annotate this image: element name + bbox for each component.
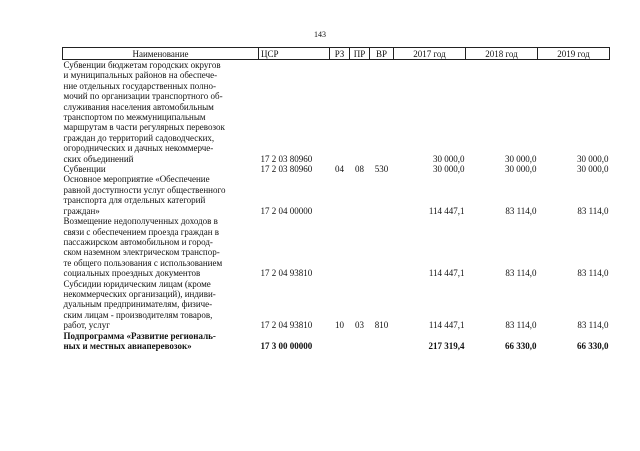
row-rz [330, 331, 350, 352]
table-header-row [63, 48, 610, 60]
row-name-line: служивания населения автомобильным [63, 101, 214, 112]
row-csr: 17 2 04 93810 [260, 268, 313, 279]
row-2017: 114 447,1 [428, 205, 465, 216]
row-rz: 10 [335, 320, 344, 331]
row-name-line: транспорта для отдельных категорий [63, 195, 206, 206]
row-vr: 530 [374, 164, 389, 175]
header-2018: 2018 год [466, 48, 538, 60]
table-body [63, 60, 610, 352]
row-name-line: ние отдельных государственных полно- [63, 80, 216, 91]
row-name-line: ных и местных авиаперевозок» [63, 340, 192, 351]
row-csr: 17 2 04 93810 [260, 320, 313, 331]
row-name [63, 279, 259, 331]
row-pr [350, 174, 370, 216]
row-name-line: маршрутам в части регулярных перевозок [63, 122, 225, 133]
row-name-line: граждан» [63, 205, 100, 216]
budget-table [62, 47, 610, 351]
row-2018: 83 114,0 [505, 205, 537, 216]
row-2017: 217 319,4 [428, 340, 465, 351]
row-name-line: и муниципальных районов на обеспече- [63, 70, 218, 81]
row-name-line: Субсидии юридическим лицам (кроме [63, 278, 211, 289]
row-pr [350, 60, 370, 165]
row-2018: 66 330,0 [505, 340, 537, 351]
table-row [63, 331, 610, 352]
row-name [63, 174, 259, 216]
header-rz: РЗ [330, 48, 350, 60]
table-row [63, 164, 610, 174]
row-name-line: ских объединений [63, 153, 134, 164]
row-vr [370, 216, 394, 278]
row-name-line: те общего пользования с использованием [63, 257, 223, 268]
row-name-line: пассажирском автомобильном и город- [63, 236, 213, 247]
row-pr: 08 [355, 164, 364, 175]
row-2019: 30 000,0 [577, 153, 609, 164]
table-row [63, 174, 610, 216]
row-vr [370, 60, 394, 165]
row-name-line: дуальным предпринимателям, физиче- [63, 299, 213, 310]
row-rz: 04 [335, 164, 344, 175]
row-rz [330, 216, 350, 278]
row-2019: 83 114,0 [577, 268, 609, 279]
row-name-line: связи с обеспечением проезда граждан в [63, 226, 220, 237]
table-row [63, 60, 610, 165]
row-name-line: ским лицам - производителям товаров, [63, 309, 213, 320]
row-2017: 30 000,0 [433, 153, 465, 164]
row-name [63, 216, 259, 278]
row-2018: 83 114,0 [505, 320, 537, 331]
row-name-line: работ, услуг [63, 320, 110, 331]
row-name [63, 60, 259, 165]
row-2018: 30 000,0 [505, 153, 537, 164]
row-csr: 17 2 04 00000 [260, 205, 313, 216]
row-rz [330, 174, 350, 216]
row-rz [330, 60, 350, 165]
row-2019: 83 114,0 [577, 205, 609, 216]
row-2018: 30 000,0 [505, 164, 537, 175]
row-name-line: равной доступности услуг общественного [63, 184, 226, 195]
header-vr: ВР [370, 48, 394, 60]
row-pr: 03 [355, 320, 364, 331]
table-row [63, 279, 610, 331]
row-2019: 30 000,0 [577, 164, 609, 175]
row-csr: 17 2 03 80960 [260, 164, 313, 175]
row-vr [370, 174, 394, 216]
row-name-line: Субвенции [63, 164, 106, 175]
row-name-line: мочий по организации транспортного об- [63, 91, 223, 102]
row-name [63, 164, 259, 174]
row-pr [350, 216, 370, 278]
header-csr: ЦСР [259, 48, 330, 60]
row-name-line: некоммерческих организаций), индиви- [63, 288, 216, 299]
row-csr: 17 2 03 80960 [260, 153, 313, 164]
row-name-line: огороднических и дачных некоммерче- [63, 143, 214, 154]
row-name [63, 331, 259, 352]
row-name-line: социальных проездных документов [63, 268, 201, 279]
page-number: 143 [314, 30, 326, 39]
header-2017: 2017 год [394, 48, 466, 60]
row-2019: 83 114,0 [577, 320, 609, 331]
header-pr: ПР [350, 48, 370, 60]
row-vr [370, 331, 394, 352]
row-name-line: ском наземном электрическом транспор- [63, 247, 220, 258]
row-2018: 83 114,0 [505, 268, 537, 279]
table-row [63, 216, 610, 278]
row-name-line: Подпрограмма «Развитие региональ- [63, 330, 216, 341]
row-csr: 17 3 00 00000 [260, 340, 313, 351]
header-name: Наименование [63, 48, 259, 60]
row-2017: 30 000,0 [433, 164, 465, 175]
header-2019: 2019 год [538, 48, 610, 60]
row-name-line: Возмещение недополученных доходов в [63, 216, 218, 227]
row-name-line: транспортом по межмуниципальным [63, 112, 206, 123]
row-2017: 114 447,1 [428, 268, 465, 279]
row-2019: 66 330,0 [577, 340, 609, 351]
row-name-line: Основное мероприятие «Обеспечение [63, 174, 210, 185]
row-name-line: Субвенции бюджетам городских округов [63, 60, 221, 70]
row-vr: 810 [374, 320, 389, 331]
row-2017: 114 447,1 [428, 320, 465, 331]
row-pr [350, 331, 370, 352]
row-name-line: граждан до территорий садоводческих, [63, 132, 215, 143]
